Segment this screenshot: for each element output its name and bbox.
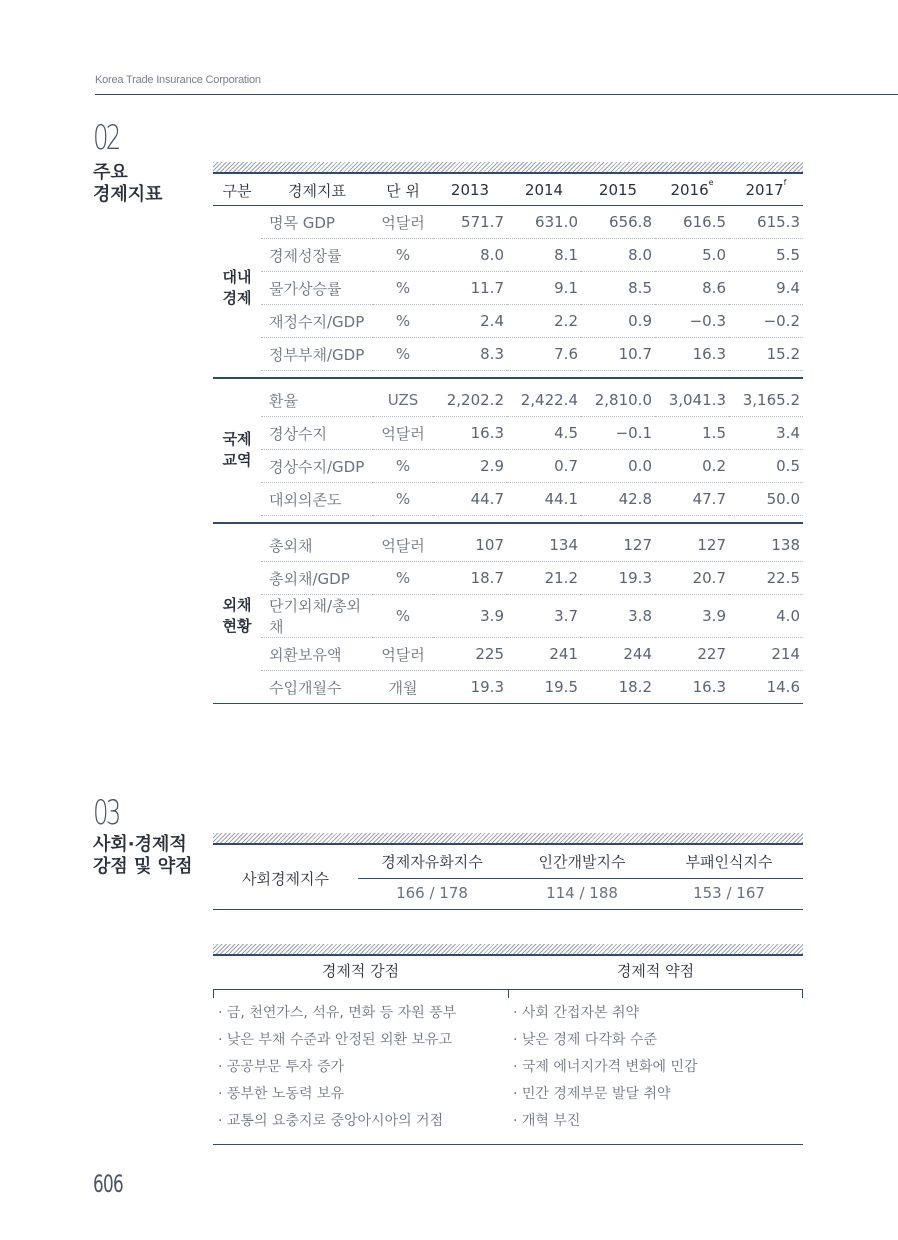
socio-top-rule [213,843,803,845]
list-item: · 풍부한 노동력 보유 [218,1086,344,1102]
table-header-row [213,175,803,206]
section3-number: 03 [93,793,119,833]
indicator-value: 616.5 [655,206,729,239]
indicator-value: 8.6 [655,272,729,305]
indicator-unit: % [373,483,433,516]
economic-indicators-table [213,175,803,704]
index-value: 166 / 178 [396,884,468,902]
indicator-value: 8.5 [581,272,655,305]
indicator-value: 214 [729,638,803,671]
indicator-value: 19.3 [433,671,507,704]
indicator-unit: 억달러 [373,206,433,239]
col-indicator: 경제지표 [261,175,373,206]
section3-title [93,834,192,878]
group-label [213,529,261,704]
indicator-name: 경상수지 [261,417,373,450]
table-hatch-header [213,162,803,172]
indicator-value: 19.3 [581,562,655,595]
indicator-name: 경상수지/GDP [261,450,373,483]
index-col [508,846,656,908]
indicator-value: −0.3 [655,305,729,338]
list-item: · 낮은 부채 수준과 안정된 외환 보유고 [218,1032,453,1048]
indicator-value: 3,041.3 [655,384,729,417]
table-row [213,595,803,638]
indicator-value: 50.0 [729,483,803,516]
table-row [213,450,803,483]
socio-label: 사회경제지수 [242,869,329,888]
section3-title-line1: 사회·경제적 [93,834,187,855]
indicator-value: 3.9 [433,595,507,638]
indicator-unit: 개월 [373,671,433,704]
indicator-value: 5.5 [729,239,803,272]
indicator-name: 총외채 [261,529,373,562]
indicator-value: 0.9 [581,305,655,338]
list-item: · 금, 천연가스, 석유, 면화 등 자원 풍부 [218,1005,457,1021]
index-name: 경제자유화지수 [381,853,483,871]
page-number: 606 [93,1170,123,1198]
indicator-value: 227 [655,638,729,671]
section2-title [93,162,163,206]
weaknesses-header: 경제적 약점 [616,962,695,980]
indicator-name: 총외채/GDP [261,562,373,595]
strengths-header: 경제적 강점 [321,962,400,980]
indicator-value: 3.7 [507,595,581,638]
index-name: 부패인식지수 [685,853,773,871]
indicator-value: 44.7 [433,483,507,516]
indicator-value: 18.2 [581,671,655,704]
sw-top-rule [213,954,803,956]
indicator-value: 8.0 [433,239,507,272]
indicator-value: 134 [507,529,581,562]
indicator-value: 138 [729,529,803,562]
col-2016 [655,175,729,206]
indicator-value: 10.7 [581,338,655,371]
indicator-value: 2.9 [433,450,507,483]
indicator-value: 16.3 [655,338,729,371]
indicator-value: 2,202.2 [433,384,507,417]
index-value: 114 / 188 [546,884,618,902]
col-group: 구분 [213,175,261,206]
indicator-value: 14.6 [729,671,803,704]
weaknesses-list [513,1000,698,1135]
table-row [213,384,803,417]
table-row [213,239,803,272]
index-col [655,846,803,908]
sw-tick [508,989,509,998]
col-2017-label: 2017 [745,181,784,199]
indicator-value: 2,422.4 [507,384,581,417]
indicator-name: 정부부채/GDP [261,338,373,371]
indicator-value: 8.3 [433,338,507,371]
group-label-line1: 외채 [222,596,252,614]
col-2017-sup: f [783,178,787,187]
col-2015: 2015 [581,175,655,206]
indicator-value: 3.8 [581,595,655,638]
list-item: · 사회 간접자본 취약 [513,1005,639,1021]
section2-title-line2: 경제지표 [93,184,163,205]
socio-bottom-rule [213,909,803,910]
indicator-value: 5.0 [655,239,729,272]
indicator-value: 244 [581,638,655,671]
table-row [213,305,803,338]
indicator-value: 8.1 [507,239,581,272]
indicator-value: −0.1 [581,417,655,450]
indicator-value: 0.7 [507,450,581,483]
sw-tick [213,989,214,998]
col-2014: 2014 [507,175,581,206]
index-col [358,846,506,908]
indicator-value: 127 [655,529,729,562]
indicator-value: 4.0 [729,595,803,638]
table-row [213,338,803,371]
list-item: · 낮은 경제 다각화 수준 [513,1032,657,1048]
indicator-value: 15.2 [729,338,803,371]
indicator-value: 3,165.2 [729,384,803,417]
indicator-value: −0.2 [729,305,803,338]
col-2017 [729,175,803,206]
indicator-value: 18.7 [433,562,507,595]
group-label-line2: 교역 [222,450,252,469]
section3-title-line2: 강점 및 약점 [93,856,193,877]
table-row [213,671,803,704]
indicator-value: 20.7 [655,562,729,595]
group-separator [213,516,803,524]
indicator-value: 19.5 [507,671,581,704]
socio-hatch-header [213,833,803,843]
indicator-unit: % [373,272,433,305]
sw-hatch-header [213,944,803,954]
indicator-unit: % [373,338,433,371]
indicator-value: 44.1 [507,483,581,516]
indicator-value: 7.6 [507,338,581,371]
table-row [213,417,803,450]
group-label [213,206,261,371]
indicator-value: 9.1 [507,272,581,305]
indicator-name: 경제성장률 [261,239,373,272]
indicator-value: 2.4 [433,305,507,338]
sw-tick [802,989,803,998]
indicator-name: 환율 [261,384,373,417]
table-row [213,272,803,305]
group-separator-cell [213,371,803,379]
indicator-name: 대외의존도 [261,483,373,516]
indicator-value: 3.4 [729,417,803,450]
indicator-value: 0.5 [729,450,803,483]
indicator-name: 물가상승률 [261,272,373,305]
sw-bottom-rule [213,1144,803,1145]
group-separator-cell [213,516,803,524]
list-item: · 공공부문 투자 증가 [218,1059,344,1075]
group-label-line1: 대내 [222,268,252,287]
socio-mid-rule [358,878,803,879]
list-item: · 개혁 부진 [513,1113,581,1129]
header-rule [95,94,898,95]
indicator-value: 21.2 [507,562,581,595]
indicator-value: 107 [433,529,507,562]
indicator-name: 명목 GDP [261,206,373,239]
indicator-unit: % [373,450,433,483]
list-item: · 국제 에너지가격 변화에 민감 [513,1059,698,1075]
table-row [213,483,803,516]
list-item: · 민간 경제부문 발달 취약 [513,1086,671,1102]
col-2016-sup: e [708,178,714,187]
indicator-value: 225 [433,638,507,671]
index-name: 인간개발지수 [538,853,626,871]
index-value: 153 / 167 [693,884,765,902]
indicator-value: 42.8 [581,483,655,516]
indicator-value: 615.3 [729,206,803,239]
indicator-name: 재정수지/GDP [261,305,373,338]
col-2013: 2013 [433,175,507,206]
table-row [213,206,803,239]
table-row [213,529,803,562]
indicator-unit: % [373,595,433,638]
indicator-value: 656.8 [581,206,655,239]
indicator-name: 수입개월수 [261,671,373,704]
indicator-value: 0.2 [655,450,729,483]
indicator-value: 3.9 [655,595,729,638]
indicator-unit: 억달러 [373,417,433,450]
group-label-line1: 국제 [222,429,252,448]
strengths-list [218,1000,456,1135]
indicator-value: 241 [507,638,581,671]
table-top-rule [213,172,803,174]
header-org: Korea Trade Insurance Corporation [95,74,261,86]
indicator-name: 외환보유액 [261,638,373,671]
indicator-value: 11.7 [433,272,507,305]
indicator-unit: 억달러 [373,638,433,671]
indicator-value: 16.3 [655,671,729,704]
indicator-unit: % [373,562,433,595]
group-label [213,384,261,516]
indicator-value: 1.5 [655,417,729,450]
indicator-value: 8.0 [581,239,655,272]
indicator-unit: UZS [373,384,433,417]
section2-number: 02 [93,118,119,158]
table-row [213,562,803,595]
indicator-value: 47.7 [655,483,729,516]
indicator-value: 22.5 [729,562,803,595]
group-label-line2: 경제 [222,289,252,308]
list-item: · 교통의 요충지로 중앙아시아의 거점 [218,1113,444,1129]
indicator-value: 127 [581,529,655,562]
section2-title-line1: 주요 [93,162,128,183]
col-unit: 단 위 [373,175,433,206]
indicator-value: 2,810.0 [581,384,655,417]
indicator-value: 631.0 [507,206,581,239]
group-label-line2: 현황 [222,617,252,635]
indicator-value: 2.2 [507,305,581,338]
group-separator [213,371,803,379]
indicator-value: 4.5 [507,417,581,450]
indicator-value: 0.0 [581,450,655,483]
indicator-value: 571.7 [433,206,507,239]
indicator-unit: % [373,305,433,338]
indicator-name: 단기외채/총외채 [261,595,373,638]
indicator-unit: % [373,239,433,272]
col-2016-label: 2016 [670,181,709,199]
indicator-value: 16.3 [433,417,507,450]
indicator-value: 9.4 [729,272,803,305]
table-row [213,638,803,671]
indicator-unit: 억달러 [373,529,433,562]
